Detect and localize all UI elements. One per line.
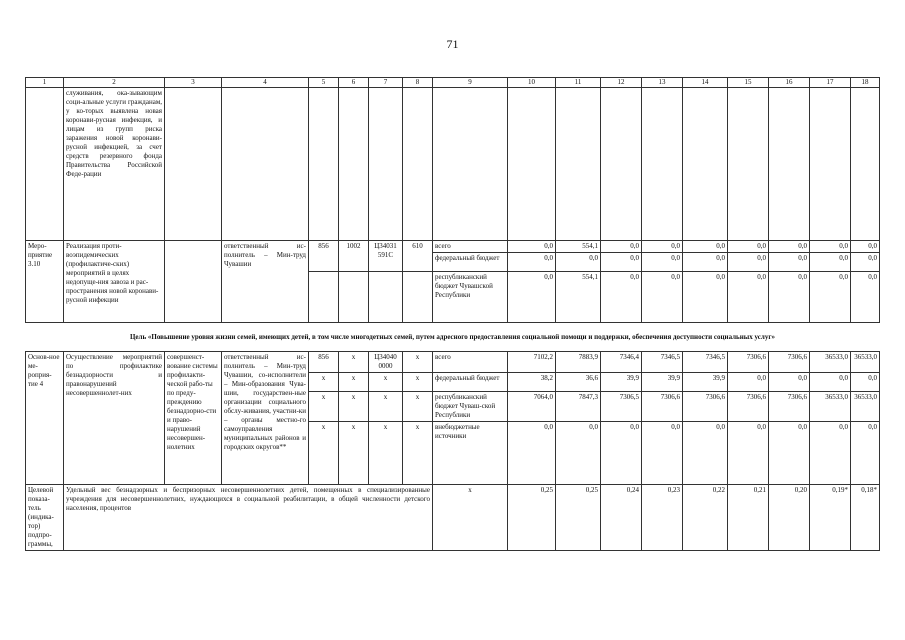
indicator-text: Удельный вес безнадзорных и беспризорных несовершеннолетних детей, помещенных в специализированные учреждения для несовершеннолетних, нуждающихся в социальной реабилитации, в общей численности детского населения, процентов (64, 485, 433, 551)
value-cell: 0,0 (642, 241, 683, 253)
header-cell: 2 (64, 78, 165, 88)
header-cell: 16 (769, 78, 810, 88)
csr-cell: х (369, 422, 403, 485)
value-cell: 0,25 (508, 485, 556, 551)
header-cell: 12 (601, 78, 642, 88)
value-cell: 0,19* (810, 485, 851, 551)
value-cell: 39,9 (601, 373, 642, 392)
value-cell: 0,22 (683, 485, 728, 551)
source-cell: всего (433, 241, 508, 253)
csr-cell: Ц34040 0000 (369, 352, 403, 373)
value-cell: 0,0 (508, 422, 556, 485)
value-cell: 0,0 (769, 373, 810, 392)
value-cell: 0,0 (601, 253, 642, 272)
vr-cell: х (403, 373, 433, 392)
value-cell: 36533,0 (810, 392, 851, 422)
value-cell: 0,25 (556, 485, 601, 551)
header-cell: 8 (403, 78, 433, 88)
value-cell: 7306,6 (642, 392, 683, 422)
header-cell: 10 (508, 78, 556, 88)
indicator-type: Целевой показа-тель (индика-тор) подпро-граммы, (26, 485, 64, 551)
main-event-executor: ответственный ис-полнитель – Мин-труд Чувашии, со-исполнители – Мин-образования Чува-шии, государствен-ные организации социального обслу-живания, участни-ки – органы местно-го самоуправления муниципальных районов и городских округов** (222, 352, 309, 485)
value-cell: 0,20 (769, 485, 810, 551)
value-cell: 0,24 (601, 485, 642, 551)
main-event-row (26, 352, 880, 373)
source-cell: внебюджетные источники (433, 422, 508, 485)
value-cell: 36,6 (556, 373, 601, 392)
value-cell: 0,0 (728, 253, 769, 272)
rzpr-cell: х (339, 392, 369, 422)
value-cell: 0,0 (851, 272, 880, 323)
value-cell: 554,1 (556, 272, 601, 323)
header-cell: 1 (26, 78, 64, 88)
value-cell: 0,0 (728, 241, 769, 253)
continuation-row (26, 88, 880, 241)
value-cell: 36533,0 (851, 352, 880, 373)
value-cell: 7306,6 (683, 392, 728, 422)
measure-type: Меро-приятие 3.10 (26, 241, 64, 323)
value-cell: 0,0 (642, 422, 683, 485)
value-cell: 0,0 (683, 272, 728, 323)
main-event-purpose: совершенст-вование системы профилакти-ческой рабо-ты по преду-преждению безнадзорно-сти и право-нарушений несовершен-нолетних (165, 352, 222, 485)
value-cell: 0,0 (508, 272, 556, 323)
main-event-name: Осуществление мероприятий по профилактике безнадзорности и правонарушений несовершеннолет-них (64, 352, 165, 485)
value-cell: 0,0 (508, 253, 556, 272)
value-cell: 7847,3 (556, 392, 601, 422)
value-cell: 0,0 (601, 241, 642, 253)
value-cell: 0,0 (769, 253, 810, 272)
source-cell: республиканский бюджет Чуваш-ской Республики (433, 392, 508, 422)
value-cell: 554,1 (556, 241, 601, 253)
rzpr-cell: 1002 (339, 241, 369, 272)
value-cell: 7883,9 (556, 352, 601, 373)
value-cell: 0,0 (642, 272, 683, 323)
rzpr-cell: х (339, 373, 369, 392)
value-cell: 0,0 (601, 272, 642, 323)
vr-cell: 610 (403, 241, 433, 272)
value-cell: 7346,5 (683, 352, 728, 373)
value-cell: 0,0 (556, 422, 601, 485)
header-cell: 9 (433, 78, 508, 88)
page-number: 71 (446, 37, 459, 51)
header-cell: 5 (309, 78, 339, 88)
value-cell: 0,21 (728, 485, 769, 551)
value-cell: 7346,4 (601, 352, 642, 373)
header-cell: 14 (683, 78, 728, 88)
value-cell: 0,0 (851, 253, 880, 272)
budget-table (25, 77, 880, 551)
value-cell: 0,0 (851, 422, 880, 485)
goal-heading: Цель «Повышение уровня жизни семей, имеющих детей, в том числе многодетных семей, путем адресного предоставления социальной помощи и поддержки, обеспечения доступности социальных услуг» (129, 332, 776, 341)
csr-cell: Ц34031 591С (369, 241, 403, 272)
source-cell: федеральный бюджет (433, 373, 508, 392)
value-cell: 7306,6 (769, 352, 810, 373)
value-cell: 0,18* (851, 485, 880, 551)
rzpr-cell: х (339, 352, 369, 373)
grbs-cell: 856 (309, 352, 339, 373)
value-cell: 0,0 (810, 373, 851, 392)
vr-cell: х (403, 392, 433, 422)
source-cell: федеральный бюджет (433, 253, 508, 272)
header-cell: 13 (642, 78, 683, 88)
value-cell: 7306,6 (728, 352, 769, 373)
header-cell: 4 (222, 78, 309, 88)
value-cell: 7306,5 (601, 392, 642, 422)
header-cell: 17 (810, 78, 851, 88)
value-cell: 0,0 (508, 241, 556, 253)
header-cell: 18 (851, 78, 880, 88)
value-cell: 36533,0 (851, 392, 880, 422)
indicator-row (26, 485, 880, 551)
value-cell: 38,2 (508, 373, 556, 392)
grbs-cell: х (309, 392, 339, 422)
measure-row (26, 241, 880, 253)
header-cell: 11 (556, 78, 601, 88)
goal-row (26, 323, 880, 352)
grbs-cell: х (309, 422, 339, 485)
value-cell: 0,0 (728, 272, 769, 323)
value-cell: 0,0 (810, 253, 851, 272)
value-cell: 7064,0 (508, 392, 556, 422)
value-cell: 0,0 (769, 422, 810, 485)
rzpr-cell: х (339, 422, 369, 485)
measure-executor: ответственный ис-полнитель – Мин-труд Чувашии (222, 241, 309, 323)
continuation-text: служивания, ока-зывающим соци-альные услуги гражданам, у ко-торых выявлена новая коронави-русная инфекция, и лицам из групп риска заражения новой коронави-русной инфекцией, за счет средств резервного фонда Правительства Российской Феде-рации (64, 88, 165, 241)
value-cell: 0,0 (810, 272, 851, 323)
source-cell: х (433, 485, 508, 551)
source-cell: всего (433, 352, 508, 373)
vr-cell: х (403, 422, 433, 485)
value-cell: 7306,6 (769, 392, 810, 422)
csr-cell: х (369, 373, 403, 392)
header-cell: 3 (165, 78, 222, 88)
value-cell: 0,0 (683, 422, 728, 485)
value-cell: 0,0 (769, 272, 810, 323)
vr-cell: х (403, 352, 433, 373)
source-cell: республиканский бюджет Чувашской Республики (433, 272, 508, 323)
value-cell: 0,0 (851, 241, 880, 253)
value-cell: 7306,6 (728, 392, 769, 422)
value-cell: 0,0 (810, 422, 851, 485)
main-event-type: Основ-ное ме-роприя-тие 4 (26, 352, 64, 485)
value-cell: 0,0 (851, 373, 880, 392)
measure-name: Реализация проти-воэпидемических (профилактиче-ских) мероприятий в целях недопуще-ния завоза и рас-пространения новой коронави-русной инфекции (64, 241, 165, 323)
value-cell: 7102,2 (508, 352, 556, 373)
value-cell: 0,0 (642, 253, 683, 272)
grbs-cell: х (309, 373, 339, 392)
value-cell: 0,0 (810, 241, 851, 253)
value-cell: 36533,0 (810, 352, 851, 373)
value-cell: 0,0 (769, 241, 810, 253)
value-cell: 7346,5 (642, 352, 683, 373)
grbs-cell: 856 (309, 241, 339, 272)
value-cell: 0,23 (642, 485, 683, 551)
header-cell: 15 (728, 78, 769, 88)
value-cell: 0,0 (683, 241, 728, 253)
header-row (26, 78, 880, 88)
value-cell: 0,0 (728, 373, 769, 392)
value-cell: 0,0 (728, 422, 769, 485)
value-cell: 39,9 (683, 373, 728, 392)
value-cell: 39,9 (642, 373, 683, 392)
value-cell: 0,0 (683, 253, 728, 272)
csr-cell: х (369, 392, 403, 422)
header-cell: 7 (369, 78, 403, 88)
value-cell: 0,0 (556, 253, 601, 272)
value-cell: 0,0 (601, 422, 642, 485)
header-cell: 6 (339, 78, 369, 88)
